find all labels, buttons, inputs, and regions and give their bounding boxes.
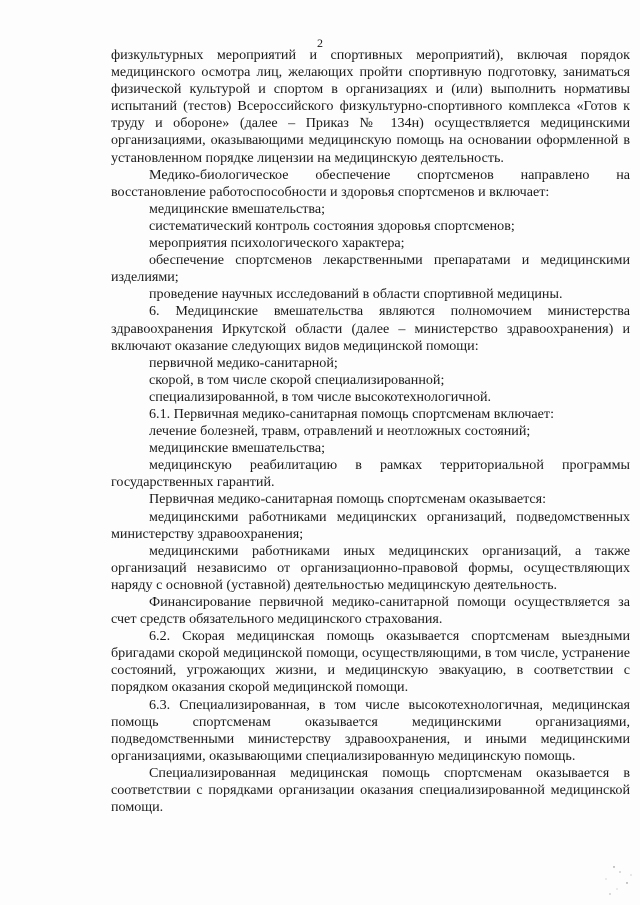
page-number: 2 — [317, 36, 323, 50]
list-item: обеспечение спортсменов лекарственными препаратами и медицинскими изделиями; — [111, 252, 630, 286]
paragraph: 6. Медицинские вмешательства являются полномочием министерства здравоохранения Иркутской области (далее – министерство здравоохранения) и включают оказание следующих видов медицинской помощи: — [111, 303, 630, 354]
list-item: специализированной, в том числе высокотехнологичной. — [149, 388, 492, 405]
list-item: проведение научных исследований в области спортивной медицины. — [149, 286, 563, 303]
document-body — [111, 47, 630, 816]
list-item: медицинскую реабилитацию в рамках территориальной программы государственных гарантий. — [111, 457, 630, 491]
list-item: медицинские вмешательства; — [149, 440, 326, 457]
paragraph: Медико-биологическое обеспечение спортсменов направлено на восстановление работоспособности и здоровья спортсменов и включает: — [111, 166, 630, 200]
paragraph: Финансирование первичной медико-санитарной помощи осуществляется за счет средств обязательного медицинского страхования. — [111, 594, 630, 628]
paragraph: 6.2. Скорая медицинская помощь оказывается спортсменам выездными бригадами скорой медицинской помощи, осуществляющими, в том числе, устранение состояний, угрожающих жизни, и медицинскую эвакуацию, в соответствии с порядком оказания скорой медицинской помощи. — [111, 628, 630, 696]
scan-noise-decoration — [570, 845, 640, 905]
list-item: лечение болезней, травм, отравлений и неотложных состояний; — [149, 423, 531, 440]
paragraph: физкультурных мероприятий и спортивных мероприятий), включая порядок медицинского осмотра лиц, желающих пройти спортивную подготовку, заниматься физической культурой и спортом в организациях и (или) выполнить нормативы испытаний (тестов) Всероссийского физкультурно-спортивного комплекса «Готов к труду и обороне» (далее – Приказ № 134н) осуществляется медицинскими организациями, оказывающими медицинскую помощь на основании оформленной в установленном порядке лицензии на медицинскую деятельность. — [111, 47, 630, 166]
paragraph: Специализированная медицинская помощь спортсменам оказывается в соответствии с порядками организации оказания специализированной медицинской помощи. — [111, 764, 630, 816]
paragraph: 6.3. Специализированная, в том числе высокотехнологичная, медицинская помощь спортсменам оказывается медицинскими организациями, подведомственными министерству здравоохранения, и иными медицинскими организациями, оказывающими специализированную медицинскую помощь. — [111, 696, 630, 764]
list-item: первичной медико-санитарной; — [149, 354, 338, 371]
paragraph: Первичная медико-санитарная помощь спортсменам оказывается: — [149, 491, 547, 508]
list-item: медицинскими работниками иных медицинских организаций, а также организаций независимо от организационно-правовой формы, осуществляющих наряду с основной (уставной) деятельностью медицинскую деятельность. — [111, 542, 630, 593]
list-item: мероприятия психологического характера; — [149, 235, 405, 252]
list-item: скорой, в том числе скорой специализированной; — [149, 371, 445, 388]
list-item: систематический контроль состояния здоровья спортсменов; — [149, 217, 515, 234]
paragraph: 6.1. Первичная медико-санитарная помощь спортсменам включает: — [149, 405, 555, 422]
list-item: медицинскими работниками медицинских организаций, подведомственных министерству здравоохранения; — [111, 508, 630, 542]
list-item: медицинские вмешательства; — [149, 200, 326, 217]
